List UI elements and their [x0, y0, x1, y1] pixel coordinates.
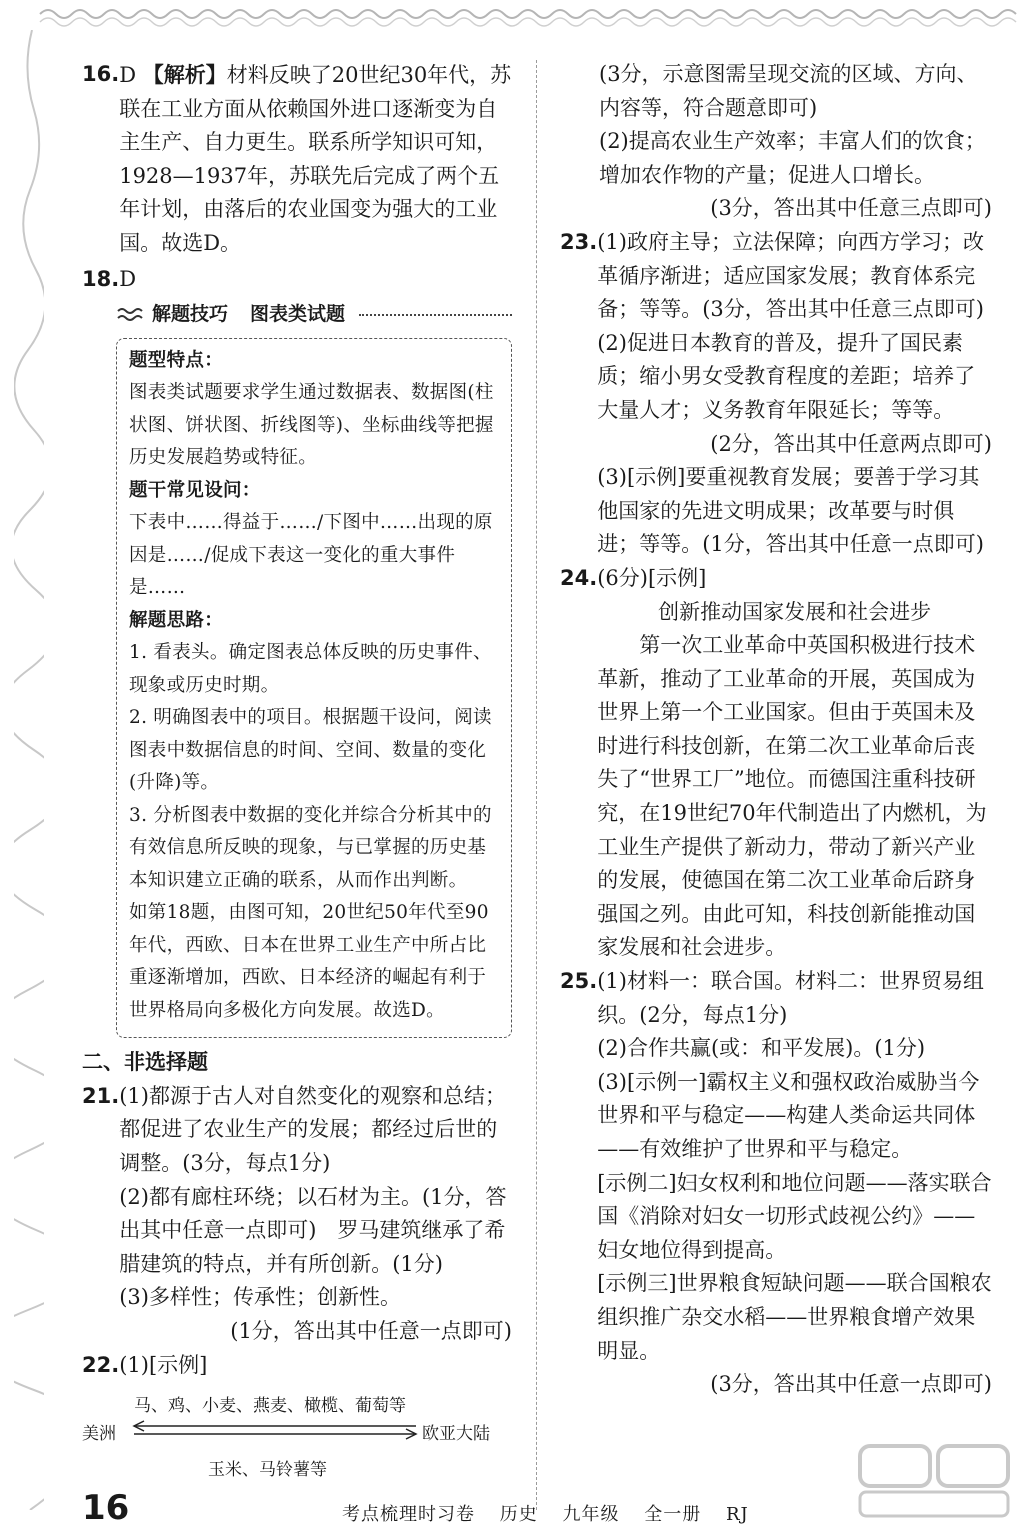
answer-block: [119, 1080, 512, 1349]
answer-part-1: (1)材料一：联合国。材料二：世界贸易组织。(2分，每点1分): [597, 969, 984, 1027]
question-number: 23.: [560, 229, 598, 254]
answer-part-3: (3)多样性；传承性；创新性。: [119, 1285, 401, 1310]
answer-part-2: (2)提高农业生产效率；丰富人们的饮食；增加农作物的产量；促进人口增长。: [599, 129, 986, 187]
answer-value: D: [119, 266, 137, 291]
answer-part-3-example-1: (3)[示例一]霸权主义和强权政治威胁当今世界和平与稳定——构建人类命运共同体——有效维护了世界和平与稳定。: [597, 1069, 980, 1161]
top-wave-border: [0, 0, 1036, 40]
answer-part-2: (2)都有廊柱环绕；以石材为主。(1分，答出其中任意一点即可) 罗马建筑继承了希腊建筑的特点，并有所创新。(1分): [119, 1184, 507, 1276]
scoring-note: (3分，答出其中任意一点即可): [710, 1372, 992, 1397]
tips-subtitle: 图表类试题: [250, 303, 346, 326]
analysis-text: 材料反映了20世纪30年代，苏联在工业方面从依赖国外进口逐渐变为自主生产、自力更生。联系所学知识可知，1928—1937年，苏联先后完成了两个五年计划，由落后的农业国变为强大的工业国。故选D。: [119, 63, 512, 255]
question-number: 18.: [82, 266, 120, 291]
question-23: [560, 226, 992, 562]
watermark-logo: [854, 1440, 1014, 1520]
tips-heading-questions: 题干常见设问：: [129, 479, 261, 501]
answer-part-2: (2)促进日本教育的普及，提升了国民素质；缩小男女受教育程度的差距；培养了大量人才；义务教育年限延长；等等。: [597, 330, 976, 422]
question-number: 24.: [560, 565, 598, 590]
essay-body: 第一次工业革命中英国积极进行技术革新，推动了工业革命的开展，英国成为世界上第一个工业国家。但由于英国未及时进行科技创新，在第二次工业革命后丧失了“世界工厂”地位。而德国注重科技研究，在19世纪70年代制造出了内燃机，为工业生产提供了新动力，带动了新兴产业的发展，使德国在第二次工业革命后跻身强国之列。由此可知，科技创新能推动国家发展和社会进步。: [597, 633, 987, 960]
tips-questions-text: 下表中……得益于……/下图中……出现的原因是……/促成下表这一变化的重大事件是……: [129, 512, 493, 599]
answer-block: [119, 58, 512, 261]
page-number: 16: [82, 1488, 130, 1528]
question-18: [82, 263, 512, 297]
answer-block: [597, 226, 992, 562]
question-16: [82, 58, 512, 261]
essay-title: 创新推动国家发展和社会进步: [658, 599, 932, 624]
answer-part-1: (1)都源于古人对自然变化的观察和总结；都促进了农业生产的发展；都经过后世的调整。(3分，每点1分): [119, 1083, 506, 1176]
question-number: 25.: [560, 969, 598, 994]
tips-heading-features: 题型特点：: [129, 349, 224, 371]
diagram-top-label: 马、鸡、小麦、燕麦、橄榄、葡萄等: [134, 1396, 406, 1417]
question-25: [560, 965, 992, 1402]
answer-letter: [119, 263, 512, 297]
tips-icon: [116, 305, 144, 325]
subject: 历史: [499, 1504, 538, 1525]
question-21: [82, 1080, 512, 1349]
tips-step-2: 2. 明确图表中的项目。根据题干设问，阅读图表中数据信息的时间、空间、数量的变化(升降)等。: [129, 707, 492, 794]
question-number: 21.: [82, 1083, 120, 1108]
answer-part-3-example-3: [示例三]世界粮食短缺问题——联合国粮农组织推广杂交水稻——世界粮食增产效果明显。: [597, 1271, 992, 1363]
tips-heading-approach: 解题思路：: [129, 609, 224, 631]
right-column: [560, 58, 992, 1402]
edition: RJ: [725, 1504, 749, 1525]
tips-step-3: 3. 分析图表中数据的变化并综合分析其中的有效信息所反映的现象，与已掌握的历史基本知识建立正确的联系，从而作出判断。: [129, 804, 492, 891]
answer-part-2: (2)合作共赢(或：和平发展)。(1分): [597, 1036, 926, 1061]
tips-dotted-line: [359, 314, 512, 316]
diagram-left-label: 美洲: [82, 1424, 116, 1445]
analysis-tag: 【解析】: [142, 62, 227, 87]
question-22: [82, 1349, 512, 1383]
tips-title: 解题技巧: [152, 303, 229, 326]
question-number: 16.: [82, 62, 120, 86]
volume: 全一册: [644, 1504, 702, 1525]
question-22-continued: [560, 58, 992, 226]
scoring-note: (3分，答出其中任意三点即可): [710, 196, 992, 221]
diagram-bottom-label: 玉米、马铃薯等: [208, 1460, 327, 1481]
tips-header: [116, 298, 512, 332]
scoring-note: (2分，答出其中任意两点即可): [710, 431, 992, 456]
grade: 九年级: [562, 1504, 620, 1525]
answer-block: [597, 965, 992, 1402]
answer-part-3-example-2: [示例二]妇女权利和地位问题——落实联合国《消除对妇女一切形式歧视公约》——妇女地位得到提高。: [597, 1170, 992, 1262]
tips-features-text: 图表类试题要求学生通过数据表、数据图(柱状图、饼状图、折线图等)、坐标曲线等把握历史发展趋势或特征。: [129, 382, 494, 469]
tips-box: [116, 338, 512, 1039]
footer-book-info: [342, 1500, 767, 1526]
answer-part-1: (1)政府主导；立法保障；向西方学习；改革循序渐进；适应国家发展；教育体系完备；等等。(3分，答出其中任意三点即可): [597, 229, 984, 322]
book-title: 考点梳理时习卷: [342, 1504, 475, 1525]
answer-block: [597, 562, 992, 965]
left-column: [82, 58, 512, 1482]
exchange-diagram: [82, 1386, 512, 1482]
diagram-right-label: 欧亚大陆: [422, 1424, 490, 1445]
answer-letter: D: [119, 63, 137, 87]
left-margin-decoration: [14, 30, 44, 1510]
scoring-note: (1分，答出其中任意一点即可): [230, 1319, 512, 1343]
tips-step-1: 1. 看表头。确定图表总体反映的历史事件、现象或历史时期。: [129, 642, 492, 696]
answer-part-3: (3)[示例]要重视教育发展；要善于学习其他国家的先进文明成果；改革要与时俱进；等等。(1分，答出其中任意一点即可): [597, 465, 984, 557]
essay-head: (6分)[示例]: [597, 565, 707, 590]
question-24: [560, 562, 992, 965]
tips-example: 如第18题，由图可知，20世纪50年代至90年代，西欧、日本在世界工业生产中所占比重逐渐增加，西欧、日本经济的崛起有利于世界格局向多极化方向发展。故选D。: [129, 902, 489, 1021]
column-divider: [536, 60, 537, 1510]
section-heading: 二、非选择题: [82, 1050, 208, 1075]
question-number: 22.: [82, 1352, 120, 1377]
scoring-note: (3分，示意图需呈现交流的区域、方向、内容等，符合题意即可): [599, 62, 978, 120]
answer-part-1: (1)[示例]: [119, 1352, 208, 1377]
answer-block: [119, 1349, 512, 1383]
